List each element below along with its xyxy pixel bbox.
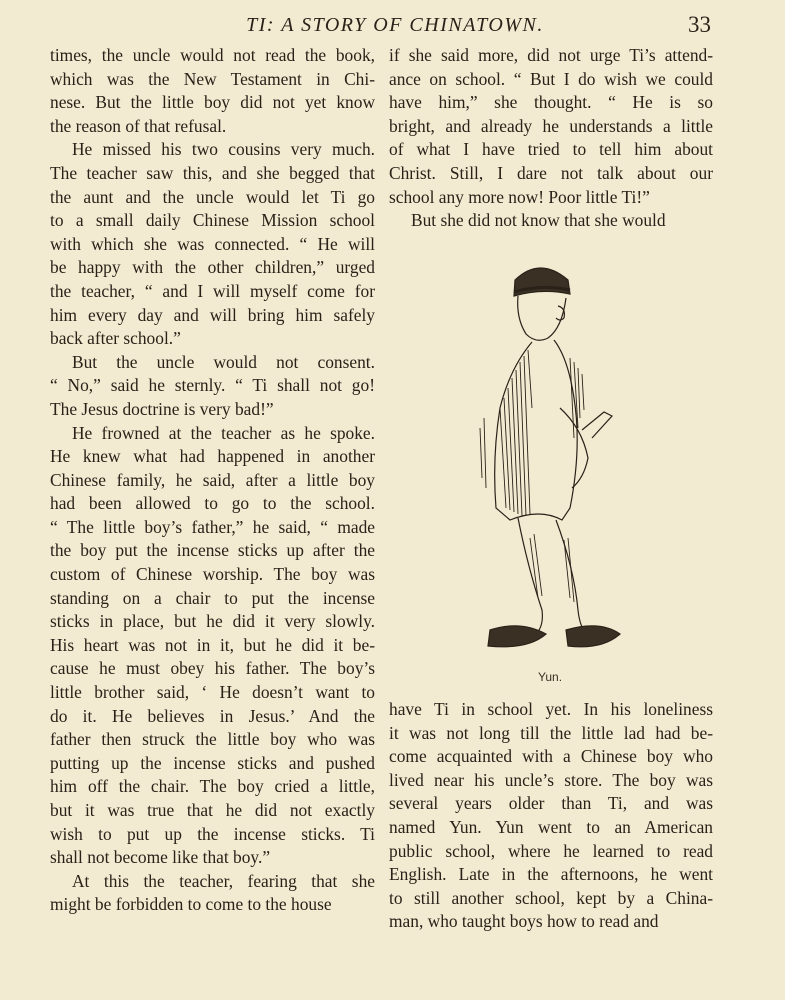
text-line: but it was true that he did not exactly — [50, 800, 375, 820]
text-line: do it. He believes in Jesus.’ And the — [50, 705, 375, 726]
text-line: nese. But the little boy did not yet know — [50, 92, 375, 113]
right-leg — [556, 520, 590, 638]
text-line: But she did not know that she would — [411, 210, 666, 231]
text-line: him every day and will bring him safely — [50, 304, 375, 325]
text-line: English. Late in the afternoons, he went — [389, 864, 713, 885]
text-line: him off the chair. The boy cried a little, — [50, 776, 375, 797]
text-line: father then struck the little boy who was — [50, 729, 375, 750]
text-line: public school, where he learned to read — [389, 840, 713, 861]
text-line: times, the uncle would not read the book, — [50, 45, 375, 65]
text-line: of what I have tried to tell him about — [389, 139, 713, 160]
text-line: the reason of that refusal. — [50, 115, 227, 136]
text-line: “ No,” said he sternly. “ Ti shall not go! — [50, 375, 375, 396]
text-line: At this the teacher, fearing that she — [72, 870, 375, 891]
text-line: “ The little boy’s father,” he said, “ made — [50, 516, 375, 537]
text-line: named Yun. Yun went to an American — [389, 816, 713, 837]
text-line: His heart was not in it, but he did it be- — [50, 634, 375, 655]
page-number: 33 — [688, 12, 711, 37]
arm-outline — [560, 408, 588, 488]
text-line: Chinese family, he said, after a little boy — [50, 469, 375, 490]
text-line: ance on school. “ But I do wish we could — [389, 68, 713, 89]
text-line: to still another school, kept by a China- — [389, 887, 713, 908]
text-line: wish to put up the incense sticks. Ti — [50, 823, 375, 844]
right-column-top — [389, 44, 713, 233]
running-title: TI: A STORY OF CHINATOWN. — [246, 14, 544, 36]
text-line: come acquainted with a Chinese boy who — [389, 746, 713, 767]
text-line: the aunt and the uncle would let Ti go — [50, 186, 375, 207]
text-line: The teacher saw this, and she begged that — [50, 162, 375, 183]
figure-caption: Yun. — [538, 670, 563, 684]
text-line: lived near his uncle’s store. The boy was — [389, 769, 713, 790]
text-line: several years older than Ti, and was — [389, 793, 713, 814]
left-leg — [518, 518, 542, 634]
text-line: He knew what had happened in another — [50, 446, 375, 467]
face-outline — [518, 296, 566, 340]
text-line: The Jesus doctrine is very bad!” — [50, 398, 274, 419]
page-header — [0, 12, 785, 42]
left-column — [50, 44, 375, 917]
body-outline — [495, 340, 578, 520]
text-line: He missed his two cousins very much. — [72, 139, 375, 160]
text-line: school any more now! Poor little Ti!” — [389, 186, 650, 207]
text-line: had been allowed to go to the school. — [50, 493, 375, 514]
text-line: bright, and already he understands a little — [389, 115, 713, 136]
text-line: be happy with the other children,” urged — [50, 257, 375, 278]
left-shoe — [488, 626, 546, 647]
text-line: the boy put the incense sticks up after the — [50, 540, 375, 561]
text-line: little brother said, ‘ He doesn’t want to — [50, 682, 375, 703]
text-line: have Ti in school yet. In his loneliness — [389, 699, 713, 719]
text-line: sticks in place, but he did it very slowly. — [50, 611, 375, 632]
text-line: might be forbidden to come to the house — [50, 894, 332, 915]
text-line: Christ. Still, I dare not talk about our — [389, 162, 713, 183]
text-line: which was the New Testament in Chi- — [50, 68, 375, 89]
shading-strokes — [480, 350, 584, 602]
text-line: back after school.” — [50, 328, 181, 349]
text-line: the teacher, “ and I will myself come for — [50, 280, 375, 301]
illustration-yun — [470, 258, 640, 668]
hand — [582, 412, 612, 438]
text-line: putting up the incense sticks and pushed — [50, 752, 375, 773]
text-line: it was not long till the little lad had be- — [389, 722, 713, 743]
text-line: if she said more, did not urge Ti’s attend- — [389, 45, 713, 65]
right-column-bottom — [389, 698, 713, 934]
text-line: He frowned at the teacher as he spoke. — [72, 422, 375, 443]
text-line: cause he must obey his father. The boy’s — [50, 658, 375, 679]
text-line: to a small daily Chinese Mission school — [50, 210, 375, 231]
right-shoe — [566, 626, 620, 647]
text-line: man, who taught boys how to read and — [389, 911, 659, 932]
text-line: standing on a chair to put the incense — [50, 587, 375, 608]
text-line: But the uncle would not consent. — [72, 351, 375, 372]
text-line: have him,” she thought. “ He is so — [389, 92, 713, 113]
text-line: with which she was connected. “ He will — [50, 233, 375, 254]
cap-shape — [514, 268, 570, 296]
text-line: shall not become like that boy.” — [50, 847, 271, 868]
text-line: custom of Chinese worship. The boy was — [50, 564, 375, 585]
